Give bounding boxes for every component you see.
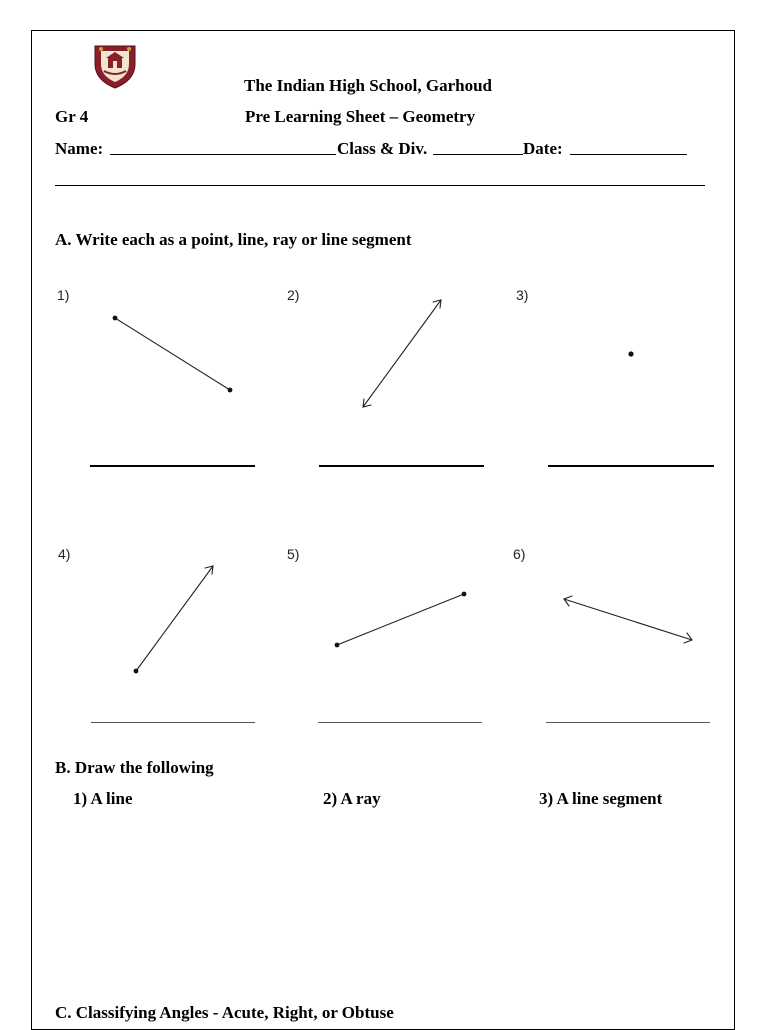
answer-line-2[interactable] bbox=[319, 465, 484, 467]
name-field-label: Name: bbox=[55, 139, 104, 158]
header-divider bbox=[55, 185, 705, 186]
name-input-line[interactable] bbox=[110, 154, 336, 155]
school-name: The Indian High School, Garhoud bbox=[244, 76, 493, 95]
date-field-label: Date: bbox=[523, 139, 563, 158]
sheet-title: Pre Learning Sheet – Geometry bbox=[245, 107, 476, 126]
answer-line-3[interactable] bbox=[548, 465, 714, 467]
answer-line-1[interactable] bbox=[90, 465, 255, 467]
draw-item-line-segment: 3) A line segment bbox=[539, 789, 663, 808]
answer-line-5[interactable] bbox=[318, 722, 482, 723]
item-number-1: 1) bbox=[57, 287, 70, 303]
item-number-2: 2) bbox=[287, 287, 300, 303]
section-c-heading: C. Classifying Angles - Acute, Right, or Obtuse bbox=[55, 1003, 394, 1022]
item-number-5: 5) bbox=[287, 546, 300, 562]
class-input-line[interactable] bbox=[433, 154, 523, 155]
answer-line-6[interactable] bbox=[546, 722, 710, 723]
item-number-6: 6) bbox=[513, 546, 526, 562]
section-b-heading: B. Draw the following bbox=[55, 758, 214, 777]
date-input-line[interactable] bbox=[570, 154, 687, 155]
section-a-heading: A. Write each as a point, line, ray or line segment bbox=[55, 230, 412, 249]
class-field-label: Class & Div. bbox=[337, 139, 428, 158]
item-number-4: 4) bbox=[58, 546, 71, 562]
draw-item-line: 1) A line bbox=[73, 789, 133, 808]
answer-line-4[interactable] bbox=[91, 722, 255, 723]
drawing-area[interactable] bbox=[55, 815, 705, 995]
item-number-3: 3) bbox=[516, 287, 529, 303]
draw-item-ray: 2) A ray bbox=[323, 789, 381, 808]
grade-label: Gr 4 bbox=[55, 107, 89, 126]
